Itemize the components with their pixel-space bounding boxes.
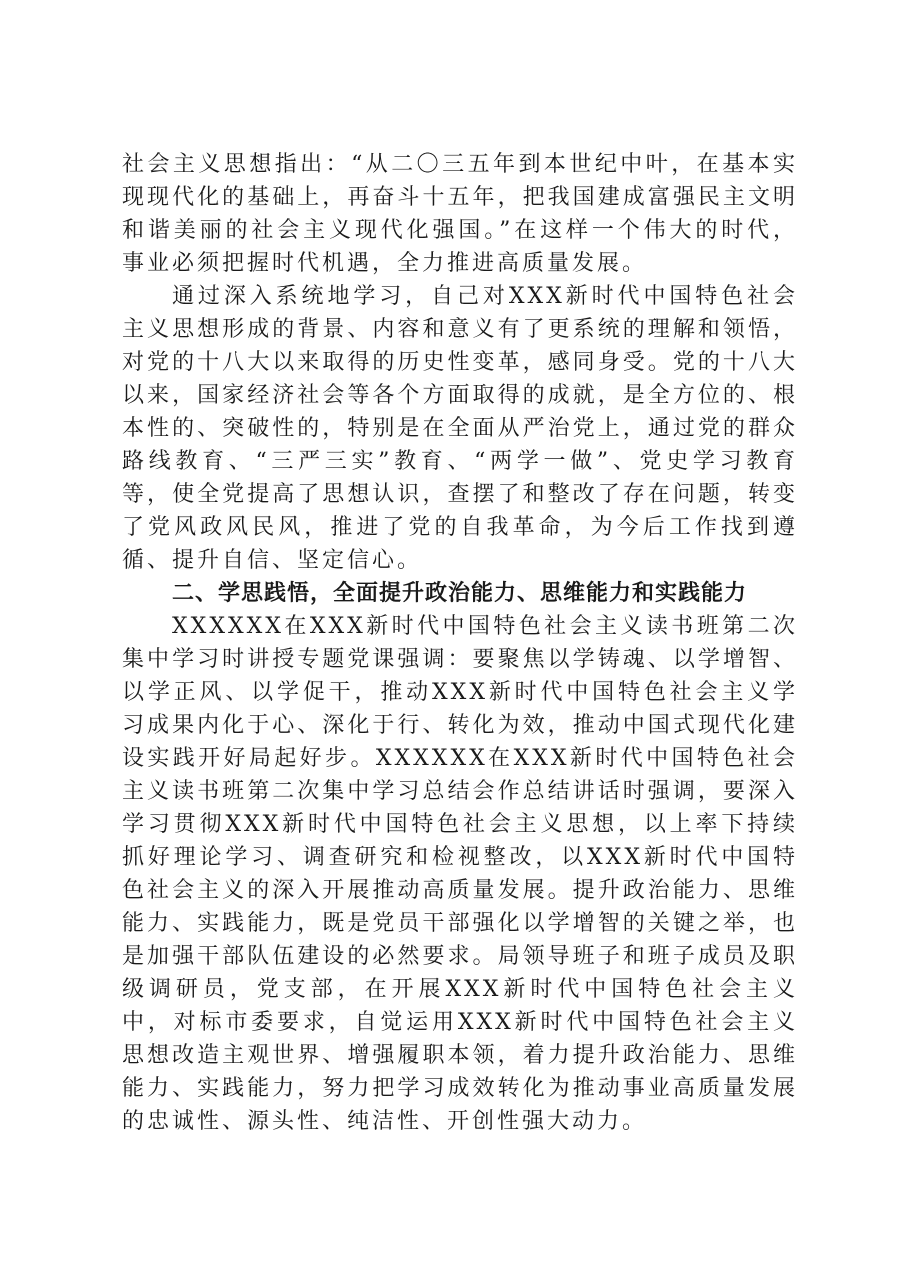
section-heading: 二、学思践悟，全面提升政治能力、思维能力和实践能力 xyxy=(172,581,748,606)
paragraph-study-reflection: 通过深入系统地学习，自己对XXX新时代中国特色社会主义思想形成的背景、内容和意义有了更系统的理解和领悟，对党的十八大以来取得的历史性变革，感同身受。党的十八大以来，国家经济社会等各个方面取得的成就，是全方位的、根本性的、突破性的，特别是在全面从严治党上，通过党的群众路线教育、“三严三实”教育、“两学一做”、党史学习教育等，使全党提高了思想认识，查摆了和整改了存在问题，转变了党风政风民风，推进了党的自我革命，为今后工作找到遵循、提升自信、坚定信心。 xyxy=(122,284,798,573)
paragraph-section-body: XXXXXX在XXX新时代中国特色社会主义读书班第二次集中学习时讲授专题党课强调：要聚焦以学铸魂、以学增智、以学正风、以学促干，推动XXX新时代中国特色社会主义学习成果内化于心、深化于行、转化为效，推动中国式现代化建设实践开好局起好步。XXXXXX在XXX新时代中国特色社会主义读书班第二次集中学习总结会作总结讲话时强调，要深入学习贯彻XXX新时代中国特色社会主义思想，以上率下持续抓好理论学习、调查研究和检视整改，以XXX新时代中国特色社会主义的深入开展推动高质量发展。提升政治能力、思维能力、实践能力，既是党员干部强化以学增智的关键之举，也是加强干部队伍建设的必然要求。局领导班子和班子成员及职级调研员，党支部，在开展XXX新时代中国特色社会主义中，对标市委要求，自觉运用XXX新时代中国特色社会主义思想改造主观世界、增强履职本领，着力提升政治能力、思维能力、实践能力，努力把学习成效转化为推动事业高质量发展的忠诚性、源头性、纯洁性、开创性强大动力。 xyxy=(122,614,798,1134)
document-body xyxy=(122,148,798,1138)
paragraph-continued: 社会主义思想指出：“从二〇三五年到本世纪中叶，在基本实现现代化的基础上，再奋斗十五年，把我国建成富强民主文明和谐美丽的社会主义现代化强国。”在这样一个伟大的时代，事业必须把握时代机遇，全力推进高质量发展。 xyxy=(122,152,798,276)
